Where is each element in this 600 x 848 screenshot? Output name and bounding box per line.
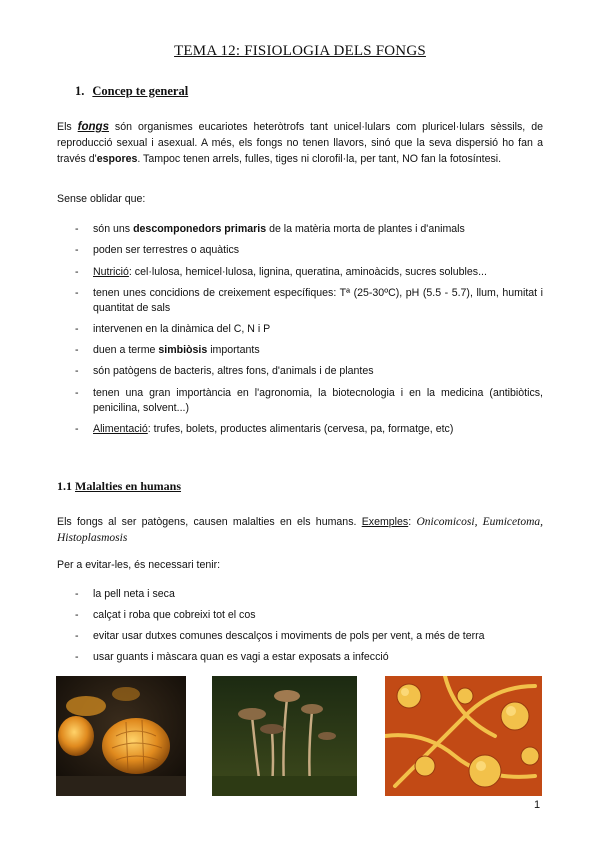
dash-bullet: - bbox=[75, 323, 79, 335]
item-text: calçat i roba que cobreixi tot el cos bbox=[93, 609, 256, 621]
item-underlined: Alimentació bbox=[93, 423, 148, 435]
section-heading-1-1 bbox=[57, 479, 181, 494]
item-text: són uns bbox=[93, 223, 134, 235]
list-item bbox=[57, 587, 543, 602]
brown-mushrooms-image bbox=[212, 676, 357, 796]
list-item bbox=[57, 286, 543, 316]
dash-bullet: - bbox=[75, 387, 79, 399]
page-number: 1 bbox=[534, 799, 541, 811]
list-item bbox=[57, 364, 543, 379]
list-item bbox=[57, 629, 543, 644]
dash-bullet: - bbox=[75, 223, 79, 235]
item-text: importants bbox=[207, 344, 260, 356]
dash-bullet: - bbox=[75, 344, 79, 356]
item-bold: descomponedors primaris bbox=[133, 223, 267, 235]
page-title: TEMA 12: FISIOLOGIA DELS FONGS bbox=[174, 43, 426, 59]
section-number: 1.1 bbox=[57, 479, 75, 493]
item-text: intervenen en la dinàmica del C, N i P bbox=[93, 323, 271, 335]
list-item bbox=[57, 343, 543, 358]
intro-text-end: . Tampoc tenen arrels, fulles, tiges ni clorofil·la, per tant, NO fan la fotosíntesi. bbox=[137, 153, 502, 165]
list-item bbox=[57, 322, 543, 337]
intro-paragraph bbox=[57, 119, 543, 167]
colon-text: : bbox=[408, 516, 417, 528]
item-bold: simbiòsis bbox=[158, 344, 208, 356]
list-item bbox=[57, 422, 543, 437]
list-item bbox=[57, 386, 543, 416]
list-item bbox=[57, 265, 543, 280]
dash-bullet: - bbox=[75, 651, 79, 663]
item-text: tenen una gran importància en l'agronomia, la biotecnologia i en la medicina (antibiòtics, penicilina, solvent...) bbox=[93, 387, 543, 414]
list-item bbox=[57, 243, 543, 258]
sense-oblidar-label: Sense oblidar que: bbox=[57, 193, 146, 205]
keyword-fongs: fongs bbox=[77, 121, 109, 133]
item-text: duen a terme bbox=[93, 344, 159, 356]
per-evitar-label: Per a evitar-les, és necessari tenir: bbox=[57, 559, 221, 571]
intro-text-middle: són organismes eucariotes heteròtrofs tant unicel·lulars com pluricel·lulars sèssils, de reproducció sexual i asexual. A més, els fongs no tenen llavors, sinó que la seva dispersió ho fan a través d' bbox=[57, 121, 543, 165]
keyword-espores: espores bbox=[96, 153, 138, 165]
item-underlined: Nutrició bbox=[93, 266, 129, 278]
item-text: usar guants i màscara quan es vagi a estar exposats a infecció bbox=[93, 651, 389, 663]
list-item bbox=[57, 608, 543, 623]
dash-bullet: - bbox=[75, 365, 79, 377]
dash-bullet: - bbox=[75, 287, 79, 299]
list-item bbox=[57, 650, 543, 665]
malalties-paragraph bbox=[57, 514, 543, 546]
fungal-spores-image bbox=[385, 676, 542, 796]
section-title: Malalties en humans bbox=[75, 479, 182, 493]
item-text: la pell neta i seca bbox=[93, 588, 175, 600]
dash-bullet: - bbox=[75, 423, 79, 435]
dash-bullet: - bbox=[75, 630, 79, 642]
exemples-label: Exemples bbox=[361, 516, 409, 528]
orange-fungi-photo bbox=[56, 676, 186, 796]
item-text: són patògens de bacteris, altres fons, d'animals i de plantes bbox=[93, 365, 374, 377]
intro-text-start: Els bbox=[57, 121, 78, 133]
item-text: : cel·lulosa, hemicel·lulosa, lignina, queratina, aminoàcids, sucres solubles... bbox=[128, 266, 487, 278]
item-text: poden ser terrestres o aquàtics bbox=[93, 244, 240, 256]
brown-mushrooms-photo bbox=[212, 676, 357, 796]
section-number: 1. bbox=[75, 84, 85, 98]
item-text: tenen unes concidions de creixement específiques: Tª (25-30ºC), pH (5.5 - 5.7), llum, humitat i quantitat de sals bbox=[93, 287, 543, 314]
dash-bullet: - bbox=[75, 266, 79, 278]
malalties-text: Els fongs al ser patògens, causen malalties en els humans. bbox=[57, 516, 362, 528]
dash-bullet: - bbox=[75, 609, 79, 621]
dash-bullet: - bbox=[75, 588, 79, 600]
list-item bbox=[57, 222, 543, 237]
section-title: Concep te general bbox=[92, 84, 189, 98]
orange-fungi-image bbox=[56, 676, 186, 796]
section-heading-1 bbox=[75, 84, 188, 99]
disease-names: Onicomicosi, Eumicetoma, Histoplasmosis bbox=[57, 516, 543, 544]
item-text: evitar usar dutxes comunes descalços i moviments de pols per vent, a més de terra bbox=[93, 630, 485, 642]
fungal-spores-photo bbox=[385, 676, 542, 796]
item-text: : trufes, bolets, productes alimentaris (cervesa, pa, formatge, etc) bbox=[147, 423, 454, 435]
item-text: de la matèria morta de plantes i d'animals bbox=[266, 223, 465, 235]
dash-bullet: - bbox=[75, 244, 79, 256]
